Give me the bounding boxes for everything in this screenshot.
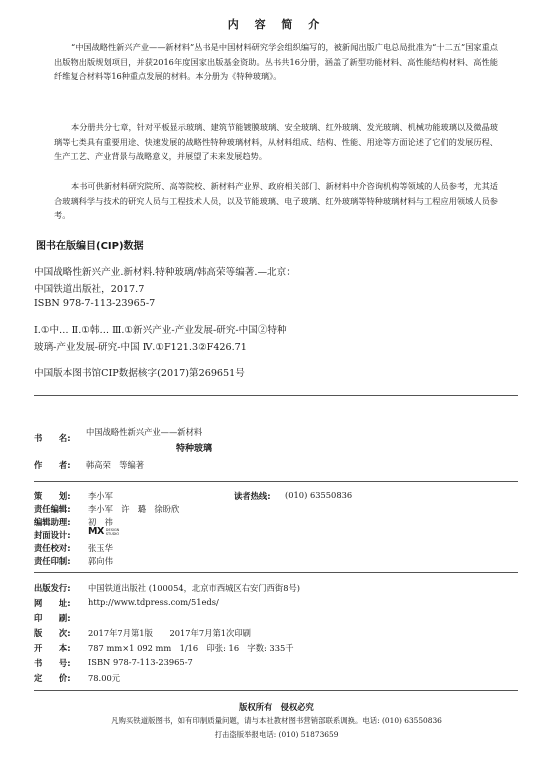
intro-paragraph-2: 本分册共分七章，针对平板显示玻璃、建筑节能镀膜玻璃、安全玻璃、红外玻璃、发光玻璃、机械功能玻璃以及微晶玻璃等七类具有重要用途、快速发展的战略性特种玻璃材料，从材料组成、结构、性能、用途等方面论述了它们的发展历程、生产工艺、产业背景与战略意义，并展望了未来发展趋势。 — [54, 122, 498, 162]
rights-notice: 版权所有 侵权必究 — [239, 702, 314, 712]
author: 韩高荣 等编著 — [86, 460, 145, 470]
book-title: 特种玻璃 — [176, 444, 213, 454]
planner: 李小军 — [88, 491, 113, 501]
book-series: 中国战略性新兴产业——新材料 — [86, 427, 203, 437]
format-label: 开 本: — [34, 643, 71, 653]
logo-subtext: DESIGN STUDIO — [105, 527, 120, 536]
hotline: (010) 63550836 — [285, 490, 353, 500]
format: 787 mm×1 092 mm 1/16 印张: 16 字数: 335千 — [88, 643, 294, 653]
cip-line-2: 中国铁道出版社，2017.7 — [34, 284, 145, 295]
edition: 2017年7月第1版 2017年7月第1次印刷 — [88, 628, 251, 638]
isbn: ISBN 978-7-113-23965-7 — [88, 657, 193, 667]
edition-label: 版 次: — [34, 628, 71, 638]
planner-label: 策 划: — [34, 491, 71, 501]
printer-label: 印 刷: — [34, 613, 71, 623]
editor-label: 责任编辑: — [34, 504, 71, 514]
author-label: 作 者: — [34, 460, 71, 470]
price-label: 定 价: — [34, 673, 71, 683]
cip-line-1: 中国战略性新兴产业.新材料.特种玻璃/韩高荣等编著.—北京： — [34, 267, 296, 278]
exchange-notice: 凡购买铁道版图书，如有印制质量问题，请与本社教材图书营销部联系调换。电话: (010) 63550836 — [111, 716, 442, 725]
price: 78.00元 — [88, 673, 121, 683]
proofreader: 张玉华 — [88, 543, 113, 553]
book-title-label: 书 名: — [34, 433, 71, 443]
isbn-label: 书 号: — [34, 658, 71, 668]
cover-design-label: 封面设计: — [34, 530, 71, 540]
divider — [34, 572, 518, 573]
website: http://www.tdpress.com/51eds/ — [88, 597, 219, 607]
page-title: 内 容 简 介 — [227, 18, 326, 31]
intro-paragraph-3: 本书可供新材料研究院所、高等院校、新材料产业界、政府相关部门、新材料中介咨询机构等领域的人员参考，尤其适合玻璃科学与技术的研究人员与工程技术人员，以及节能玻璃、电子玻璃、红外玻璃等特种玻璃材料与工程应用领域人员参考。 — [54, 181, 498, 221]
logo-mark: MX — [88, 526, 104, 537]
publisher-label: 出版发行: — [34, 583, 71, 593]
publisher: 中国铁道出版社 (100054，北京市西城区右安门西街8号) — [88, 583, 301, 593]
editor: 李小军 许 璐 徐盼欣 — [88, 504, 180, 514]
hotline-label: 读者热线: — [234, 491, 271, 501]
divider — [34, 690, 518, 691]
cip-isbn: ISBN 978-7-113-23965-7 — [34, 298, 156, 309]
cip-heading: 图书在版编目(CIP)数据 — [36, 241, 144, 252]
proofreader-label: 责任校对: — [34, 543, 71, 553]
website-label: 网 址: — [34, 598, 71, 608]
divider — [34, 395, 518, 396]
print-supervisor: 郭向伟 — [88, 556, 113, 566]
divider — [34, 481, 518, 482]
mx-design-logo — [88, 526, 119, 537]
assistant: 初 祎 — [88, 517, 113, 527]
cip-record-number: 中国版本图书馆CIP数据核字(2017)第269651号 — [34, 368, 245, 379]
piracy-hotline: 打击盗版举报电话: (010) 51873659 — [214, 730, 339, 739]
print-supervisor-label: 责任印制: — [34, 556, 71, 566]
intro-paragraph-1: “中国战略性新兴产业——新材料”丛书是中国材料研究学会组织编写的，被新闻出版广电总局批准为“十二五”国家重点出版物出版规划项目，并获2016年度国家出版基金资助。丛书共16分册，涵盖了新型功能材料、高性能结构材料、高性能纤维复合材料等16种重点发展的材料。本分册为《特种玻璃》。 — [54, 42, 498, 82]
cip-subject-2: 玻璃-产业发展-研究-中国 Ⅳ.①F121.3②F426.71 — [34, 342, 247, 353]
assistant-label: 编辑助理: — [34, 517, 71, 527]
cip-subject-1: Ⅰ.①中… Ⅱ.①韩… Ⅲ.①新兴产业-产业发展-研究-中国②特种 — [34, 325, 287, 336]
